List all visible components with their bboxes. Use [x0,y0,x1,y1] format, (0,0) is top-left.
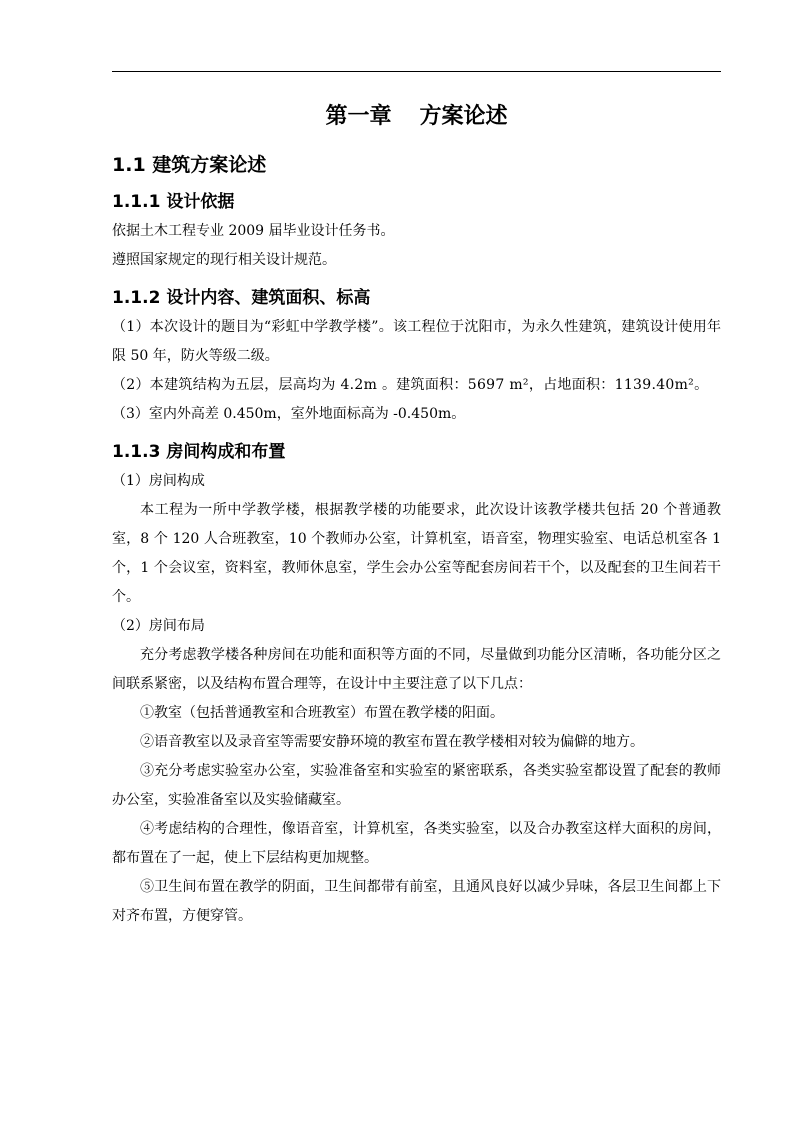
chapter-title: 方案论述 [419,104,508,129]
subheading-room-layout: （2）房间布局 [112,618,205,634]
section-heading-1-1-2: 1.1.2 设计内容、建筑面积、标高 [112,288,371,308]
subheading-room-composition: （1）房间构成 [112,473,205,489]
section-heading-1-1-3: 1.1.3 房间构成和布置 [112,442,286,462]
header-rule [112,71,721,72]
layout-point-5: ⑤卫生间布置在教学的阴面，卫生间都带有前室，且通风良好以减少异味，各层卫生间都上下对齐布置，方便穿管。 [112,879,721,924]
paragraph-room-composition: 本工程为一所中学教学楼，根据教学楼的功能要求，此次设计该教学楼共包括 20 个普通教室，8 个 120 人合班教室，10 个教师办公室，计算机室，语音室，物理实验室、电话总机室各 1 个，1 个会议室，资料室，教师休息室，学生会办公室等配套房间若干个，以及配套的卫生间若干个。 [112,502,721,605]
layout-point-1: ①教室（包括普通教室和合班教室）布置在教学楼的阳面。 [140,705,504,721]
paragraph-design-item-3: （3）室内外高差 0.450m，室外地面标高为 -0.450m。 [112,406,466,422]
chapter-number: 第一章 [325,104,392,129]
layout-point-4: ④考虑结构的合理性，像语音室，计算机室，各类实验室，以及合办教室这样大面积的房间，都布置在了一起，使上下层结构更加规整。 [112,821,721,866]
section-heading-1-1: 1.1 建筑方案论述 [112,154,267,176]
section-heading-1-1-1: 1.1.1 设计依据 [112,192,235,212]
chapter-heading [112,100,721,134]
paragraph-basis-2: 遵照国家规定的现行相关设计规范。 [112,252,336,268]
paragraph-basis-1: 依据土木工程专业 2009 届毕业设计任务书。 [112,223,395,239]
paragraph-design-item-2: （2）本建筑结构为五层，层高均为 4.2m 。建筑面积：5697 m²，占地面积：1139.40m²。 [112,377,709,393]
paragraph-room-layout: 充分考虑教学楼各种房间在功能和面积等方面的不同，尽量做到功能分区清晰，各功能分区之间联系紧密，以及结构布置合理等，在设计中主要注意了以下几点： [112,647,721,692]
layout-point-2: ②语音教室以及录音室等需要安静环境的教室布置在教学楼相对较为偏僻的地方。 [140,734,644,750]
paragraph-design-item-1: （1）本次设计的题目为“彩虹中学教学楼”。该工程位于沈阳市，为永久性建筑，建筑设计使用年限 50 年，防火等级二级。 [112,319,721,364]
layout-point-3: ③充分考虑实验室办公室，实验准备室和实验室的紧密联系，各类实验室都设置了配套的教师办公室，实验准备室以及实验储藏室。 [112,763,721,808]
document-page [112,100,721,931]
